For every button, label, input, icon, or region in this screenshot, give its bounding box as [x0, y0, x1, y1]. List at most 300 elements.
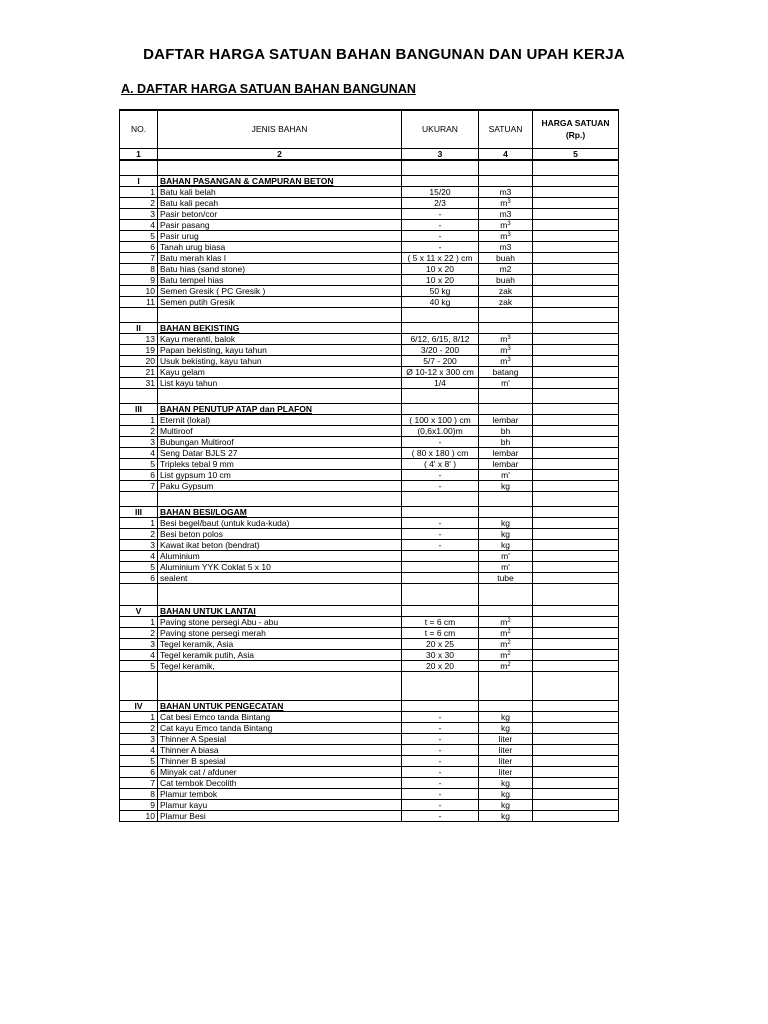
- item-satuan: [479, 220, 533, 231]
- section-row: [120, 507, 619, 518]
- item-satuan: [479, 437, 533, 448]
- item-satuan: [479, 345, 533, 356]
- blank-cell: [479, 693, 533, 701]
- header-harga-satuan: HARGA SATUAN (Rp.): [533, 110, 619, 149]
- item-ukuran: [402, 573, 479, 584]
- item-satuan: [479, 789, 533, 800]
- harga-cell: [533, 404, 619, 415]
- item-ukuran: -: [402, 712, 479, 723]
- section-number: IV: [120, 701, 158, 712]
- satuan-superscript: 3: [507, 198, 511, 205]
- section-number: III: [120, 507, 158, 518]
- satuan-text: m: [500, 197, 508, 208]
- item-harga: [533, 518, 619, 529]
- column-number: 1: [120, 149, 158, 161]
- item-name: sealent: [158, 573, 402, 584]
- table-row: [120, 800, 619, 811]
- item-number: 7: [120, 253, 158, 264]
- item-ukuran: 10 x 20: [402, 264, 479, 275]
- blank-row: [120, 584, 619, 592]
- item-number: 2: [120, 529, 158, 540]
- item-ukuran: ( 80 x 180 ) cm: [402, 448, 479, 459]
- item-number: 3: [120, 540, 158, 551]
- satuan-text: lembar: [492, 447, 519, 458]
- item-name: Cat tembok Decolith: [158, 778, 402, 789]
- item-ukuran: 2/3: [402, 198, 479, 209]
- section-row: [120, 404, 619, 415]
- item-number: 5: [120, 562, 158, 573]
- item-number: 3: [120, 734, 158, 745]
- item-ukuran: ( 100 x 100 ) cm: [402, 415, 479, 426]
- satuan-text: kg: [501, 517, 510, 528]
- table-row: [120, 297, 619, 308]
- item-harga: [533, 231, 619, 242]
- table-row: [120, 734, 619, 745]
- blank-cell: [158, 315, 402, 323]
- blank-cell: [402, 168, 479, 176]
- item-satuan: [479, 650, 533, 661]
- item-harga: [533, 811, 619, 822]
- item-ukuran: -: [402, 242, 479, 253]
- satuan-text: kg: [501, 711, 510, 722]
- ukuran-cell: [402, 176, 479, 187]
- item-name: Thinner A Spesial: [158, 734, 402, 745]
- blank-row: [120, 308, 619, 316]
- satuan-text: m: [500, 355, 508, 366]
- blank-cell: [158, 492, 402, 500]
- section-title: BAHAN UNTUK PENGECATAN: [158, 701, 402, 712]
- item-ukuran: -: [402, 209, 479, 220]
- item-ukuran: 50 kg: [402, 286, 479, 297]
- item-number: 21: [120, 367, 158, 378]
- item-satuan: [479, 767, 533, 778]
- blank-cell: [533, 396, 619, 404]
- item-number: 4: [120, 551, 158, 562]
- page-title: DAFTAR HARGA SATUAN BAHAN BANGUNAN DAN UPAH KERJA: [143, 46, 625, 63]
- item-name: Usuk bekisting, kayu tahun: [158, 356, 402, 367]
- table-row: [120, 275, 619, 286]
- item-ukuran: 6/12, 6/15, 8/12: [402, 334, 479, 345]
- blank-cell: [533, 672, 619, 680]
- section-row: [120, 701, 619, 712]
- satuan-text: bh: [500, 425, 511, 436]
- item-number: 4: [120, 220, 158, 231]
- item-satuan: [479, 800, 533, 811]
- item-harga: [533, 448, 619, 459]
- item-harga: [533, 187, 619, 198]
- blank-row: [120, 679, 619, 686]
- item-ukuran: -: [402, 470, 479, 481]
- item-satuan: [479, 209, 533, 220]
- item-ukuran: 10 x 20: [402, 275, 479, 286]
- item-ukuran: 20 x 20: [402, 661, 479, 672]
- item-number: 3: [120, 437, 158, 448]
- satuan-text: zak: [498, 285, 513, 296]
- item-name: Tripleks tebal 9 mm: [158, 459, 402, 470]
- satuan-text: m3: [499, 208, 512, 219]
- item-satuan: [479, 286, 533, 297]
- item-number: 6: [120, 470, 158, 481]
- item-number: 5: [120, 756, 158, 767]
- blank-cell: [158, 168, 402, 176]
- item-name: Paving stone persegi Abu - abu: [158, 617, 402, 628]
- column-number: 3: [402, 149, 479, 161]
- blank-row: [120, 499, 619, 507]
- satuan-cell: [479, 507, 533, 518]
- item-satuan: [479, 253, 533, 264]
- blank-cell: [533, 499, 619, 507]
- table-row: [120, 286, 619, 297]
- item-ukuran: Ø 10-12 x 300 cm: [402, 367, 479, 378]
- item-ukuran: -: [402, 529, 479, 540]
- satuan-text: m3: [499, 241, 512, 252]
- blank-cell: [533, 315, 619, 323]
- item-harga: [533, 639, 619, 650]
- item-harga: [533, 220, 619, 231]
- table-row: [120, 187, 619, 198]
- item-name: Batu kali pecah: [158, 198, 402, 209]
- table-row: [120, 723, 619, 734]
- table-row: [120, 811, 619, 822]
- item-harga: [533, 242, 619, 253]
- item-name: Plamur tembok: [158, 789, 402, 800]
- item-harga: [533, 551, 619, 562]
- satuan-text: lembar: [492, 458, 519, 469]
- item-number: 2: [120, 723, 158, 734]
- satuan-text: m: [500, 219, 508, 230]
- item-ukuran: -: [402, 767, 479, 778]
- blank-cell: [402, 679, 479, 686]
- item-name: Aluminium: [158, 551, 402, 562]
- item-number: 6: [120, 767, 158, 778]
- harga-cell: [533, 176, 619, 187]
- price-table: [119, 109, 619, 822]
- item-ukuran: -: [402, 220, 479, 231]
- item-name: Cat kayu Emco tanda Bintang: [158, 723, 402, 734]
- blank-cell: [120, 686, 158, 693]
- item-name: Eternit (lokal): [158, 415, 402, 426]
- satuan-superscript: 2: [507, 650, 511, 657]
- blank-cell: [402, 672, 479, 680]
- satuan-text: kg: [501, 539, 510, 550]
- blank-cell: [402, 598, 479, 606]
- item-ukuran: 20 x 25: [402, 639, 479, 650]
- blank-cell: [158, 584, 402, 592]
- item-ukuran: -: [402, 800, 479, 811]
- satuan-text: lembar: [492, 414, 519, 425]
- item-name: Bubungan Multiroof: [158, 437, 402, 448]
- blank-cell: [120, 389, 158, 397]
- satuan-cell: [479, 323, 533, 334]
- item-ukuran: -: [402, 540, 479, 551]
- table-row: [120, 231, 619, 242]
- item-harga: [533, 378, 619, 389]
- item-number: 4: [120, 650, 158, 661]
- item-harga: [533, 264, 619, 275]
- item-ukuran: 40 kg: [402, 297, 479, 308]
- item-ukuran: ( 4' x 8' ): [402, 459, 479, 470]
- item-ukuran: 15/20: [402, 187, 479, 198]
- item-name: Semen putih Gresik: [158, 297, 402, 308]
- item-satuan: [479, 628, 533, 639]
- blank-row: [120, 168, 619, 176]
- table-row: [120, 573, 619, 584]
- item-name: Multiroof: [158, 426, 402, 437]
- table-row: [120, 378, 619, 389]
- item-satuan: [479, 529, 533, 540]
- item-harga: [533, 470, 619, 481]
- item-ukuran: -: [402, 756, 479, 767]
- item-number: 7: [120, 778, 158, 789]
- item-ukuran: 1/4: [402, 378, 479, 389]
- section-row: [120, 606, 619, 617]
- table-row: [120, 540, 619, 551]
- column-number-row: [120, 149, 619, 161]
- item-name: Batu merah klas I: [158, 253, 402, 264]
- item-satuan: [479, 745, 533, 756]
- section-number: I: [120, 176, 158, 187]
- satuan-text: liter: [498, 733, 513, 744]
- item-ukuran: -: [402, 811, 479, 822]
- blank-cell: [158, 389, 402, 397]
- item-satuan: [479, 562, 533, 573]
- blank-cell: [479, 389, 533, 397]
- item-harga: [533, 356, 619, 367]
- blank-cell: [402, 160, 479, 168]
- blank-cell: [479, 308, 533, 316]
- blank-cell: [533, 492, 619, 500]
- ukuran-cell: [402, 606, 479, 617]
- item-number: 13: [120, 334, 158, 345]
- blank-cell: [120, 160, 158, 168]
- blank-cell: [479, 315, 533, 323]
- blank-cell: [120, 598, 158, 606]
- item-satuan: [479, 356, 533, 367]
- satuan-cell: [479, 606, 533, 617]
- item-ukuran: -: [402, 481, 479, 492]
- item-harga: [533, 800, 619, 811]
- item-name: Besi beton polos: [158, 529, 402, 540]
- ukuran-cell: [402, 701, 479, 712]
- item-name: Tegel keramik putih, Asia: [158, 650, 402, 661]
- item-number: 7: [120, 481, 158, 492]
- table-row: [120, 470, 619, 481]
- item-satuan: [479, 275, 533, 286]
- item-harga: [533, 209, 619, 220]
- column-number: 2: [158, 149, 402, 161]
- blank-cell: [402, 591, 479, 598]
- satuan-superscript: 2: [507, 628, 511, 635]
- item-satuan: [479, 811, 533, 822]
- item-number: 2: [120, 426, 158, 437]
- item-number: 9: [120, 275, 158, 286]
- table-row: [120, 415, 619, 426]
- blank-row: [120, 315, 619, 323]
- item-harga: [533, 415, 619, 426]
- table-row: [120, 756, 619, 767]
- blank-cell: [120, 308, 158, 316]
- satuan-superscript: 3: [507, 345, 511, 352]
- satuan-text: m: [500, 660, 508, 671]
- harga-cell: [533, 606, 619, 617]
- table-row: [120, 551, 619, 562]
- satuan-superscript: 3: [507, 231, 511, 238]
- column-number: 4: [479, 149, 533, 161]
- satuan-text: m: [500, 638, 508, 649]
- item-ukuran: -: [402, 723, 479, 734]
- satuan-text: m': [501, 469, 510, 480]
- satuan-text: kg: [501, 722, 510, 733]
- blank-cell: [158, 679, 402, 686]
- blank-row: [120, 598, 619, 606]
- item-harga: [533, 628, 619, 639]
- blank-cell: [479, 672, 533, 680]
- item-ukuran: -: [402, 231, 479, 242]
- blank-cell: [120, 693, 158, 701]
- satuan-text: kg: [501, 528, 510, 539]
- item-number: 1: [120, 712, 158, 723]
- satuan-text: m2: [499, 263, 512, 274]
- blank-cell: [533, 308, 619, 316]
- blank-cell: [402, 308, 479, 316]
- satuan-text: kg: [501, 788, 510, 799]
- item-ukuran: t = 6 cm: [402, 628, 479, 639]
- blank-cell: [158, 672, 402, 680]
- table-row: [120, 562, 619, 573]
- item-number: 6: [120, 573, 158, 584]
- harga-cell: [533, 507, 619, 518]
- satuan-text: tube: [497, 572, 514, 583]
- item-name: Kawat ikat beton (bendrat): [158, 540, 402, 551]
- blank-cell: [479, 591, 533, 598]
- blank-cell: [533, 686, 619, 693]
- item-satuan: [479, 481, 533, 492]
- item-name: Aluminium YYK Coklat 5 x 10: [158, 562, 402, 573]
- item-name: Besi begel/baut (untuk kuda-kuda): [158, 518, 402, 529]
- item-number: 8: [120, 789, 158, 800]
- item-name: Minyak cat / afduner: [158, 767, 402, 778]
- item-ukuran: -: [402, 745, 479, 756]
- blank-cell: [533, 389, 619, 397]
- item-ukuran: 5/7 - 200: [402, 356, 479, 367]
- table-row: [120, 712, 619, 723]
- item-number: 31: [120, 378, 158, 389]
- item-satuan: [479, 448, 533, 459]
- item-name: List kayu tahun: [158, 378, 402, 389]
- satuan-text: m: [500, 333, 508, 344]
- blank-cell: [158, 160, 402, 168]
- item-satuan: [479, 378, 533, 389]
- item-harga: [533, 529, 619, 540]
- item-harga: [533, 712, 619, 723]
- satuan-superscript: 2: [507, 639, 511, 646]
- blank-cell: [120, 396, 158, 404]
- item-harga: [533, 253, 619, 264]
- satuan-text: m': [501, 561, 510, 572]
- satuan-superscript: 3: [507, 356, 511, 363]
- item-ukuran: -: [402, 734, 479, 745]
- item-harga: [533, 617, 619, 628]
- item-satuan: [479, 264, 533, 275]
- item-ukuran: [402, 551, 479, 562]
- item-harga: [533, 297, 619, 308]
- section-title: BAHAN BESI/LOGAM: [158, 507, 402, 518]
- table-row: [120, 356, 619, 367]
- item-harga: [533, 562, 619, 573]
- blank-row: [120, 591, 619, 598]
- item-harga: [533, 275, 619, 286]
- blank-cell: [158, 591, 402, 598]
- table-row: [120, 628, 619, 639]
- blank-row: [120, 686, 619, 693]
- table-row: [120, 481, 619, 492]
- item-satuan: [479, 723, 533, 734]
- blank-cell: [479, 679, 533, 686]
- blank-cell: [120, 584, 158, 592]
- satuan-text: zak: [498, 296, 513, 307]
- item-name: Tegel keramik, Asia: [158, 639, 402, 650]
- item-satuan: [479, 540, 533, 551]
- item-satuan: [479, 734, 533, 745]
- header-ukuran: UKURAN: [402, 110, 479, 149]
- satuan-superscript: 3: [507, 334, 511, 341]
- blank-cell: [533, 693, 619, 701]
- item-harga: [533, 650, 619, 661]
- harga-cell: [533, 701, 619, 712]
- table-row: [120, 253, 619, 264]
- item-harga: [533, 661, 619, 672]
- satuan-cell: [479, 404, 533, 415]
- satuan-text: m3: [499, 186, 512, 197]
- blank-cell: [479, 584, 533, 592]
- table-row: [120, 242, 619, 253]
- blank-row: [120, 492, 619, 500]
- item-harga: [533, 367, 619, 378]
- item-name: Paving stone persegi merah: [158, 628, 402, 639]
- item-harga: [533, 734, 619, 745]
- item-harga: [533, 459, 619, 470]
- item-number: 3: [120, 639, 158, 650]
- table-row: [120, 426, 619, 437]
- item-number: 9: [120, 800, 158, 811]
- blank-cell: [533, 584, 619, 592]
- item-harga: [533, 723, 619, 734]
- item-ukuran: -: [402, 437, 479, 448]
- table-row: [120, 437, 619, 448]
- item-satuan: [479, 639, 533, 650]
- blank-cell: [479, 492, 533, 500]
- item-name: Cat besi Emco tanda Bintang: [158, 712, 402, 723]
- item-satuan: [479, 470, 533, 481]
- satuan-text: liter: [498, 744, 513, 755]
- item-satuan: [479, 334, 533, 345]
- section-heading: A. DAFTAR HARGA SATUAN BAHAN BANGUNAN: [121, 82, 416, 96]
- table-row: [120, 767, 619, 778]
- item-number: 1: [120, 518, 158, 529]
- satuan-text: kg: [501, 777, 510, 788]
- blank-cell: [402, 499, 479, 507]
- table-row: [120, 789, 619, 800]
- blank-cell: [120, 672, 158, 680]
- item-number: 10: [120, 811, 158, 822]
- item-name: Papan bekisting, kayu tahun: [158, 345, 402, 356]
- satuan-text: liter: [498, 766, 513, 777]
- item-name: Batu hias (sand stone): [158, 264, 402, 275]
- section-number: III: [120, 404, 158, 415]
- blank-cell: [533, 160, 619, 168]
- blank-row: [120, 396, 619, 404]
- table-row: [120, 778, 619, 789]
